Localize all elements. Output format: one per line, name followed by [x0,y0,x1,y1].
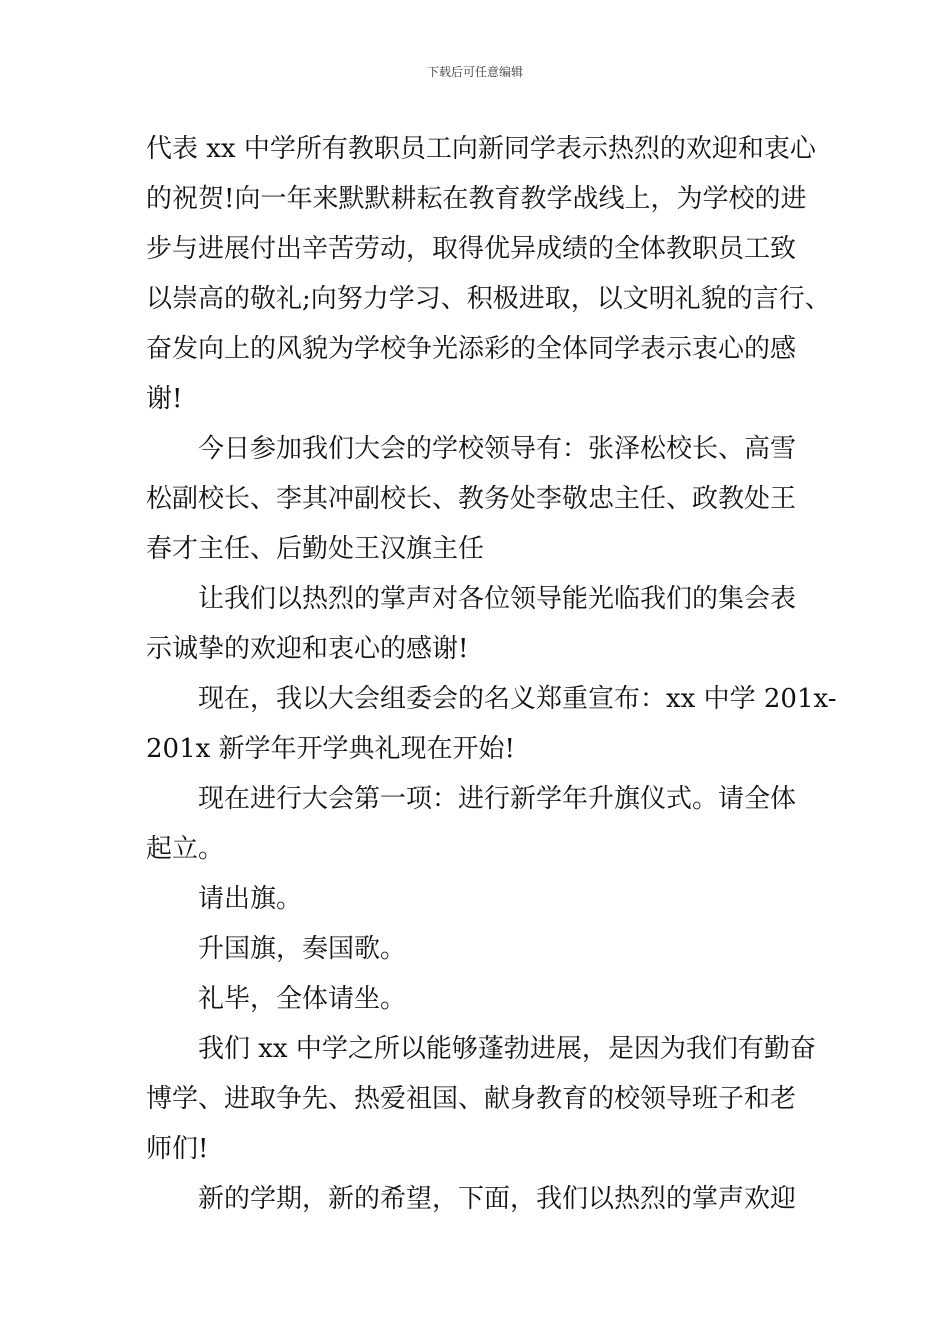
document-body [146,124,837,1224]
page-header: 下载后可任意编辑 [426,65,523,79]
text-line: 201x 新学年开学典礼现在开始! [146,734,516,764]
paragraph-8 [146,974,826,1024]
paragraph-1 [146,124,831,424]
paragraph-7 [146,924,826,974]
text-line: 我们 xx 中学之所以能够蓬勃进展，是因为我们有勤奋 [198,1034,816,1064]
text-line: 今日参加我们大会的学校领导有：张泽松校长、高雪 [198,434,797,464]
text-line: 师们! [146,1134,209,1164]
text-line: 礼毕，全体请坐。 [198,984,407,1014]
text-line: 现在，我以大会组委会的名义郑重宣布：xx 中学 201x- [198,684,837,714]
paragraph-10 [146,1174,826,1224]
paragraph-9 [146,1024,826,1174]
text-line: 起立。 [146,834,225,864]
text-line: 代表 xx 中学所有教职员工向新同学表示热烈的欢迎和衷心 [146,134,816,164]
text-line: 谢! [146,384,183,414]
text-line: 现在进行大会第一项：进行新学年升旗仪式。请全体 [198,784,797,814]
text-line: 奋发向上的风貌为学校争光添彩的全体同学表示衷心的感 [146,334,797,364]
text-line: 春才主任、后勤处王汉旗主任 [146,534,485,564]
text-line: 以崇高的敬礼;向努力学习、积极进取，以文明礼貌的言行、 [146,284,831,314]
text-line: 示诚挚的欢迎和衷心的感谢! [146,634,469,664]
text-line: 让我们以热烈的掌声对各位领导能光临我们的集会表 [198,584,797,614]
text-line: 松副校长、李其冲副校长、教务处李敬忠主任、政教处王 [146,484,797,514]
paragraph-6 [146,874,826,924]
text-line: 博学、进取争先、热爱祖国、献身教育的校领导班子和老 [146,1084,797,1114]
paragraph-2 [146,424,826,574]
text-line: 的祝贺!向一年来默默耕耘在教育教学战线上，为学校的进 [146,184,807,214]
paragraph-3 [146,574,826,674]
text-line: 请出旗。 [198,884,303,914]
text-line: 新的学期，新的希望，下面，我们以热烈的掌声欢迎 [198,1184,797,1214]
text-line: 步与进展付出辛苦劳动，取得优异成绩的全体教职员工致 [146,234,797,264]
paragraph-5 [146,774,826,874]
paragraph-4 [146,674,837,774]
text-line: 升国旗，奏国歌。 [198,934,407,964]
